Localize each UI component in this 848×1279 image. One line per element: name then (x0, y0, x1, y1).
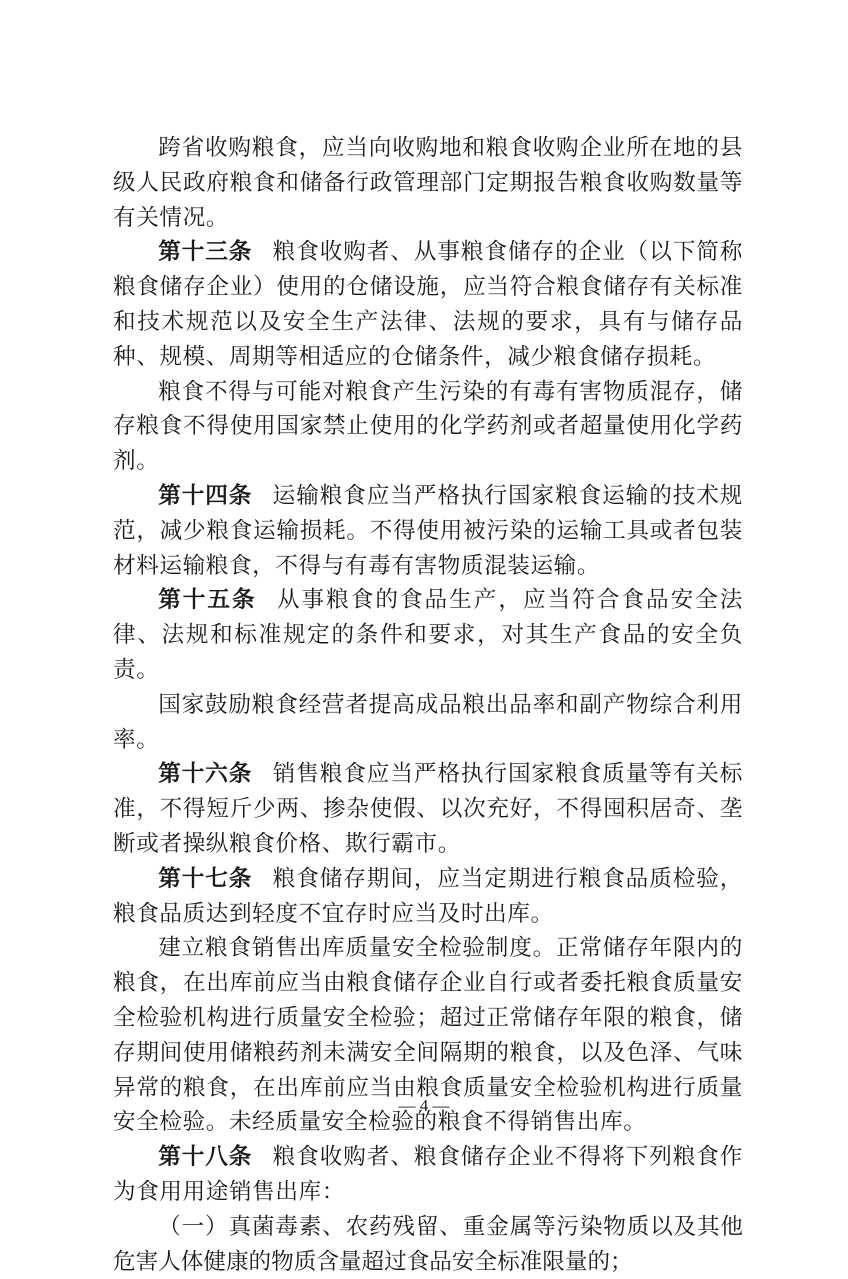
article-heading: 第十五条 (158, 587, 257, 614)
paragraph-6 (113, 688, 743, 758)
paragraph-text: 销售粮食应当严格执行国家粮食质量等有关标准，不得短斤少两、掺杂使假、以次充好，不得囤积居奇、垄断或者操纵粮食价格、欺行霸市。 (113, 761, 743, 857)
article-18 (113, 1140, 743, 1210)
paragraph-text: 粮食储存期间，应当定期进行粮食品质检验，粮食品质达到轻度不宜存时应当及时出库。 (113, 865, 743, 927)
paragraph-text: 从事粮食的食品生产，应当符合食品安全法律、法规和标准规定的条件和要求，对其生产食品的安全负责。 (113, 587, 743, 683)
article-heading: 第十七条 (158, 865, 253, 892)
paragraph-text: 运输粮食应当严格执行国家粮食运输的技术规范，减少粮食运输损耗。不得使用被污染的运输工具或者包装材料运输粮食，不得与有毒有害物质混装运输。 (113, 482, 743, 579)
article-13 (113, 235, 743, 374)
paragraph-text: （一）真菌毒素、农药残留、重金属等污染物质以及其他危害人体健康的物质含量超过食品安全标准限量的； (113, 1213, 743, 1275)
page-number: — 4 — (398, 1096, 450, 1115)
paragraph-text: 跨省收购粮食，应当向收购地和粮食收购企业所在地的县级人民政府粮食和储备行政管理部门定期报告粮食收购数量等有关情况。 (113, 135, 743, 231)
paragraph-text: 粮食收购者、粮食储存企业不得将下列粮食作为食用用途销售出库： (113, 1144, 743, 1205)
article-heading: 第十八条 (158, 1144, 253, 1171)
article-heading: 第十六条 (158, 761, 253, 788)
article-heading: 第十四条 (158, 482, 253, 509)
article-17 (113, 862, 743, 932)
paragraph-3 (113, 375, 743, 479)
list-item-1 (113, 1210, 743, 1279)
paragraph-text: 粮食收购者、从事粮食储存的企业（以下简称粮食储存企业）使用的仓储设施，应当符合粮食储存有关标准和技术规范以及安全生产法律、法规的要求，具有与储存品种、规模、周期等相适应的仓储条件，减少粮食储存损耗。 (113, 239, 743, 370)
article-heading: 第十三条 (158, 239, 253, 266)
paragraph-1 (113, 131, 743, 235)
article-14 (113, 479, 743, 583)
article-15 (113, 583, 743, 687)
paragraph-text: 粮食不得与可能对粮食产生污染的有毒有害物质混存，储存粮食不得使用国家禁止使用的化学药剂或者超量使用化学药剂。 (113, 378, 743, 475)
paragraph-text: 建立粮食销售出库质量安全检验制度。正常储存年限内的粮食，在出库前应当由粮食储存企业自行或者委托粮食质量安全检验机构进行质量安全检验；超过正常储存年限的粮食，储存期间使用储粮药剂未满安全间隔期的粮食，以及色泽、气味异常的粮食，在出库前应当由粮食质量安全检验机构进行质量安全检验。未经质量安全检验的粮食不得销售出库。 (113, 935, 743, 1136)
paragraph-text: 国家鼓励粮食经营者提高成品粮出品率和副产物综合利用率。 (113, 691, 743, 753)
article-16 (113, 757, 743, 861)
